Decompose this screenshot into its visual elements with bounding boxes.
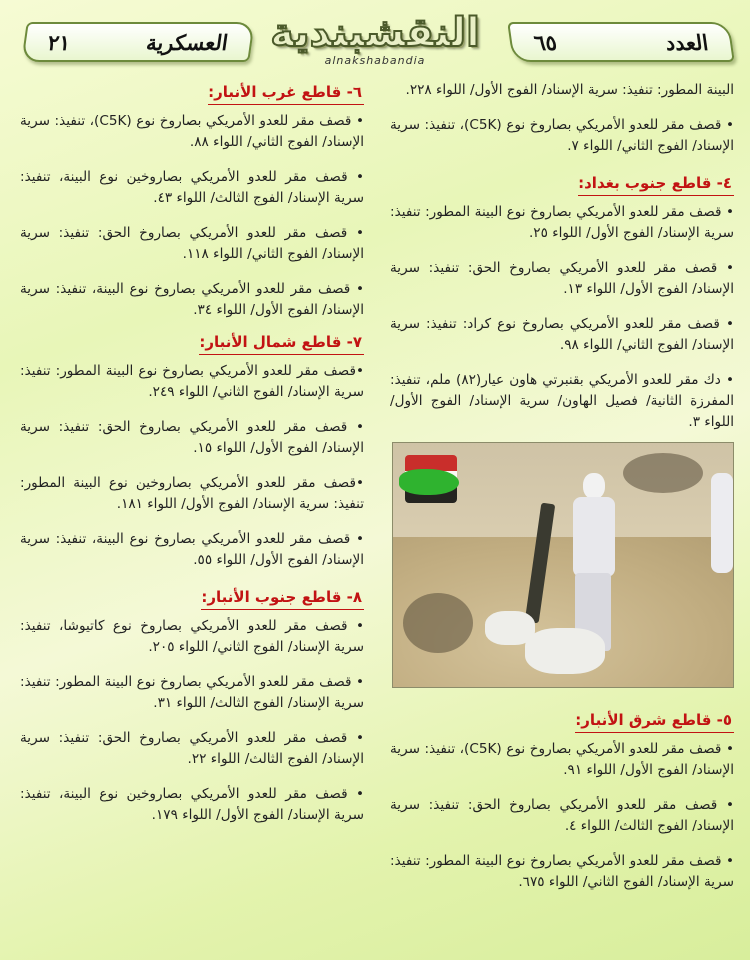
section-label: العسكرية [144, 29, 230, 55]
page-header [0, 0, 750, 78]
section-heading: ٦- قاطع غرب الأنبار: [208, 82, 364, 105]
list-item: • قصف مقر للعدو الأمريكي بصاروخ الحق: تنفيذ: سرية الإسناد/ الفوج الأول/ اللواء ١٣. [390, 260, 734, 297]
list-item: • قصف مقر للعدو الأمريكي بصاروخ نوع (C5K)، تنفيذ: سرية الإسناد/ الفوج الثاني/ اللواء ٧. [390, 117, 734, 154]
list-item: •قصف مقر للعدو الأمريكي بصاروخين نوع البينة المطور: تنفيذ: سرية الإسناد/ الفوج الأول/ اللواء ١٨١. [20, 475, 364, 512]
fighter-figure [563, 473, 623, 653]
list-item: • قصف مقر للعدو الأمريكي بصاروخ نوع البينة المطور: تنفيذ: سرية الإسناد/ الفوج الثاني/ اللواء ٦٧٥. [390, 853, 734, 890]
list-item: • قصف مقر للعدو الأمريكي بصاروخ نوع البينة المطور: تنفيذ: سرية الإسناد/ الفوج الأول/ اللواء ٢٥. [390, 204, 734, 241]
right-column [390, 80, 734, 902]
list-item: • قصف مقر للعدو الأمريكي بصاروخ الحق: تنفيذ: سرية الإسناد/ الفوج الأول/ اللواء ١٥. [20, 419, 364, 456]
magazine-logo [266, 8, 484, 70]
section-heading: ٧- قاطع شمال الأنبار: [199, 332, 364, 355]
list-item: • قصف مقر للعدو الأمريكي بصاروخ الحق: تنفيذ: سرية الإسناد/ الفوج الثالث/ اللواء ٢٢. [20, 730, 364, 767]
list-item: • قصف مقر للعدو الأمريكي بصاروخ نوع البينة، تنفيذ: سرية الإسناد/ الفوج الأول/ اللواء ٥٥. [20, 531, 364, 568]
list-item: • قصف مقر للعدو الأمريكي بصاروخ نوع البينة المطور: تنفيذ: سرية الإسناد/ الفوج الثالث/ اللواء ٣١. [20, 674, 364, 711]
list-item: • قصف مقر للعدو الأمريكي بصاروخين نوع البينة، تنفيذ: سرية الإسناد/ الفوج الأول/ اللواء ١٧٩. [20, 786, 364, 823]
paragraph: البينة المطور: تنفيذ: سرية الإسناد/ الفوج الأول/ اللواء ٢٢٨. [405, 82, 734, 98]
shrub [623, 453, 703, 493]
logo-subtitle: alnakshabandia [324, 54, 426, 67]
list-item: • دك مقر للعدو الأمريكي بقنبرتي هاون عيار(٨٢) ملم، تنفيذ: المفرزة الثانية/ فصيل الهاون/ سرية الإسناد/ الفوج الأول/ اللواء ٣. [390, 372, 734, 430]
list-item: • قصف مقر للعدو الأمريكي بصاروخ نوع كراد: تنفيذ: سرية الإسناد/ الفوج الثاني/ اللواء ٩٨. [390, 316, 734, 353]
section-banner [21, 22, 255, 62]
issue-banner [507, 22, 735, 62]
list-item: • قصف مقر للعدو الأمريكي بصاروخ الحق: تنفيذ: سرية الإسناد/ الفوج الثالث/ اللواء ٤. [390, 797, 734, 834]
sandbag [525, 628, 605, 674]
list-item: • قصف مقر للعدو الأمريكي بصاروخ نوع كاتيوشا، تنفيذ: سرية الإسناد/ الفوج الثاني/ اللواء ٢٠٥. [20, 618, 364, 655]
list-item: • قصف مقر للعدو الأمريكي بصاروخ نوع (C5K)، تنفيذ: سرية الإسناد/ الفوج الثاني/ اللواء ٨٨. [20, 113, 364, 150]
left-column [20, 80, 364, 835]
issue-label: العدد [663, 29, 710, 55]
logo-title: النقشبندية [270, 10, 480, 56]
map-emblem [399, 469, 459, 495]
list-item: • قصف مقر للعدو الأمريكي بصاروخ نوع (C5K)، تنفيذ: سرية الإسناد/ الفوج الأول/ اللواء ٩١. [390, 741, 734, 778]
issue-number: ٦٥ [532, 29, 559, 55]
list-item: • قصف مقر للعدو الأمريكي بصاروخ الحق: تنفيذ: سرية الإسناد/ الفوج الثاني/ اللواء ١١٨. [20, 225, 364, 262]
page-number: ٢١ [46, 29, 73, 55]
shrub [403, 593, 473, 653]
section-heading: ٥- قاطع شرق الأنبار: [575, 710, 734, 733]
list-item: •قصف مقر للعدو الأمريكي بصاروخ نوع البينة المطور: تنفيذ: سرية الإسناد/ الفوج الثاني/ اللواء ٢٤٩. [20, 363, 364, 400]
list-item: • قصف مقر للعدو الأمريكي بصاروخين نوع البينة، تنفيذ: سرية الإسناد/ الفوج الثالث/ اللواء ٤٣. [20, 169, 364, 206]
section-heading: ٤- قاطع جنوب بغداد: [578, 173, 734, 196]
section-heading: ٨- قاطع جنوب الأنبار: [201, 587, 364, 610]
list-item: • قصف مقر للعدو الأمريكي بصاروخ نوع البينة، تنفيذ: سرية الإسناد/ الفوج الأول/ اللواء ٣٤. [20, 281, 364, 318]
second-fighter-figure [711, 473, 733, 573]
mortar-photo [392, 442, 734, 688]
